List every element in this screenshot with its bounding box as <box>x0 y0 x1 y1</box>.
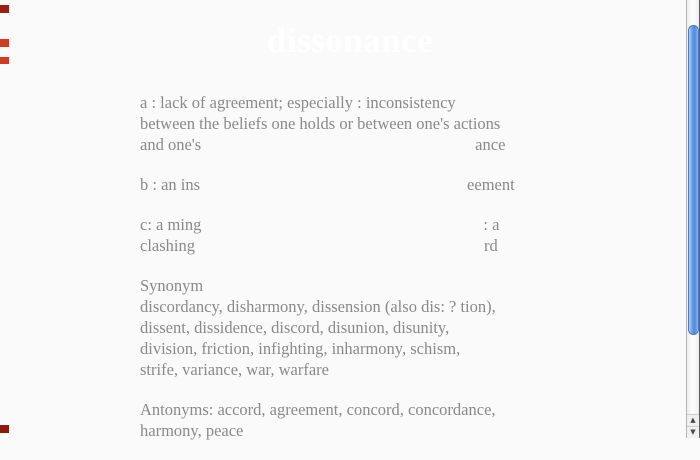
scrollbar-buttons <box>687 414 699 438</box>
text-fragment: clashing <box>140 236 195 255</box>
text-line <box>140 174 580 195</box>
redacted-gap <box>201 149 475 150</box>
block-sense-c <box>140 214 580 256</box>
vertical-scrollbar[interactable] <box>686 0 700 438</box>
text-line <box>140 359 580 380</box>
text-line <box>140 399 580 420</box>
text-line <box>140 275 580 296</box>
text-fragment: Antonyms: accord, agreement, concord, concordance, <box>140 400 496 419</box>
text-fragment: division, friction, infighting, inharmony, schism, <box>140 339 461 358</box>
text-line <box>140 92 580 113</box>
definition-content <box>140 92 580 460</box>
red-edge-mark <box>0 5 9 13</box>
text-line <box>140 214 580 235</box>
text-fragment: harmony, peace <box>140 421 244 440</box>
text-line <box>140 134 580 155</box>
redacted-gap <box>195 250 484 251</box>
block-sense-b <box>140 174 580 195</box>
redacted-gap <box>200 189 467 190</box>
text-line <box>140 338 580 359</box>
text-fragment: strife, variance, war, warfare <box>140 360 329 379</box>
red-edge-mark <box>0 57 9 64</box>
text-line <box>140 235 580 256</box>
text-fragment: ance <box>475 135 506 154</box>
text-line <box>140 296 580 317</box>
text-fragment: and one's <box>140 135 202 154</box>
text-fragment: dissent, dissidence, discord, disunion, disunity, <box>140 318 450 337</box>
text-fragment: eement <box>467 175 515 194</box>
text-fragment: b : an ins <box>140 175 201 194</box>
scroll-down-button[interactable] <box>687 426 699 438</box>
scroll-up-button[interactable] <box>687 414 699 426</box>
red-edge-mark <box>0 39 9 47</box>
scroll-up-arrow-icon: ▲ <box>690 416 696 424</box>
red-edge-mark <box>0 425 9 433</box>
text-fragment: Synonym <box>140 276 204 295</box>
scrollbar-thumb[interactable] <box>688 25 699 335</box>
redacted-gap <box>201 229 483 230</box>
block-sense-a <box>140 92 580 155</box>
block-synonyms <box>140 275 580 380</box>
text-fragment: c: a ming <box>140 215 202 234</box>
text-fragment: : a <box>483 215 500 234</box>
page-title: dissonance <box>266 21 434 60</box>
text-fragment: between the beliefs one holds or between one's actions <box>140 114 501 133</box>
text-fragment: rd <box>484 236 498 255</box>
text-fragment: a : lack of agreement; especially : inconsistency <box>140 93 456 112</box>
text-fragment: discordancy, disharmony, dissension (also dis: ? tion), <box>140 297 496 316</box>
block-antonyms <box>140 399 580 441</box>
scroll-down-arrow-icon: ▼ <box>690 428 696 436</box>
text-line <box>140 113 580 134</box>
text-line <box>140 317 580 338</box>
